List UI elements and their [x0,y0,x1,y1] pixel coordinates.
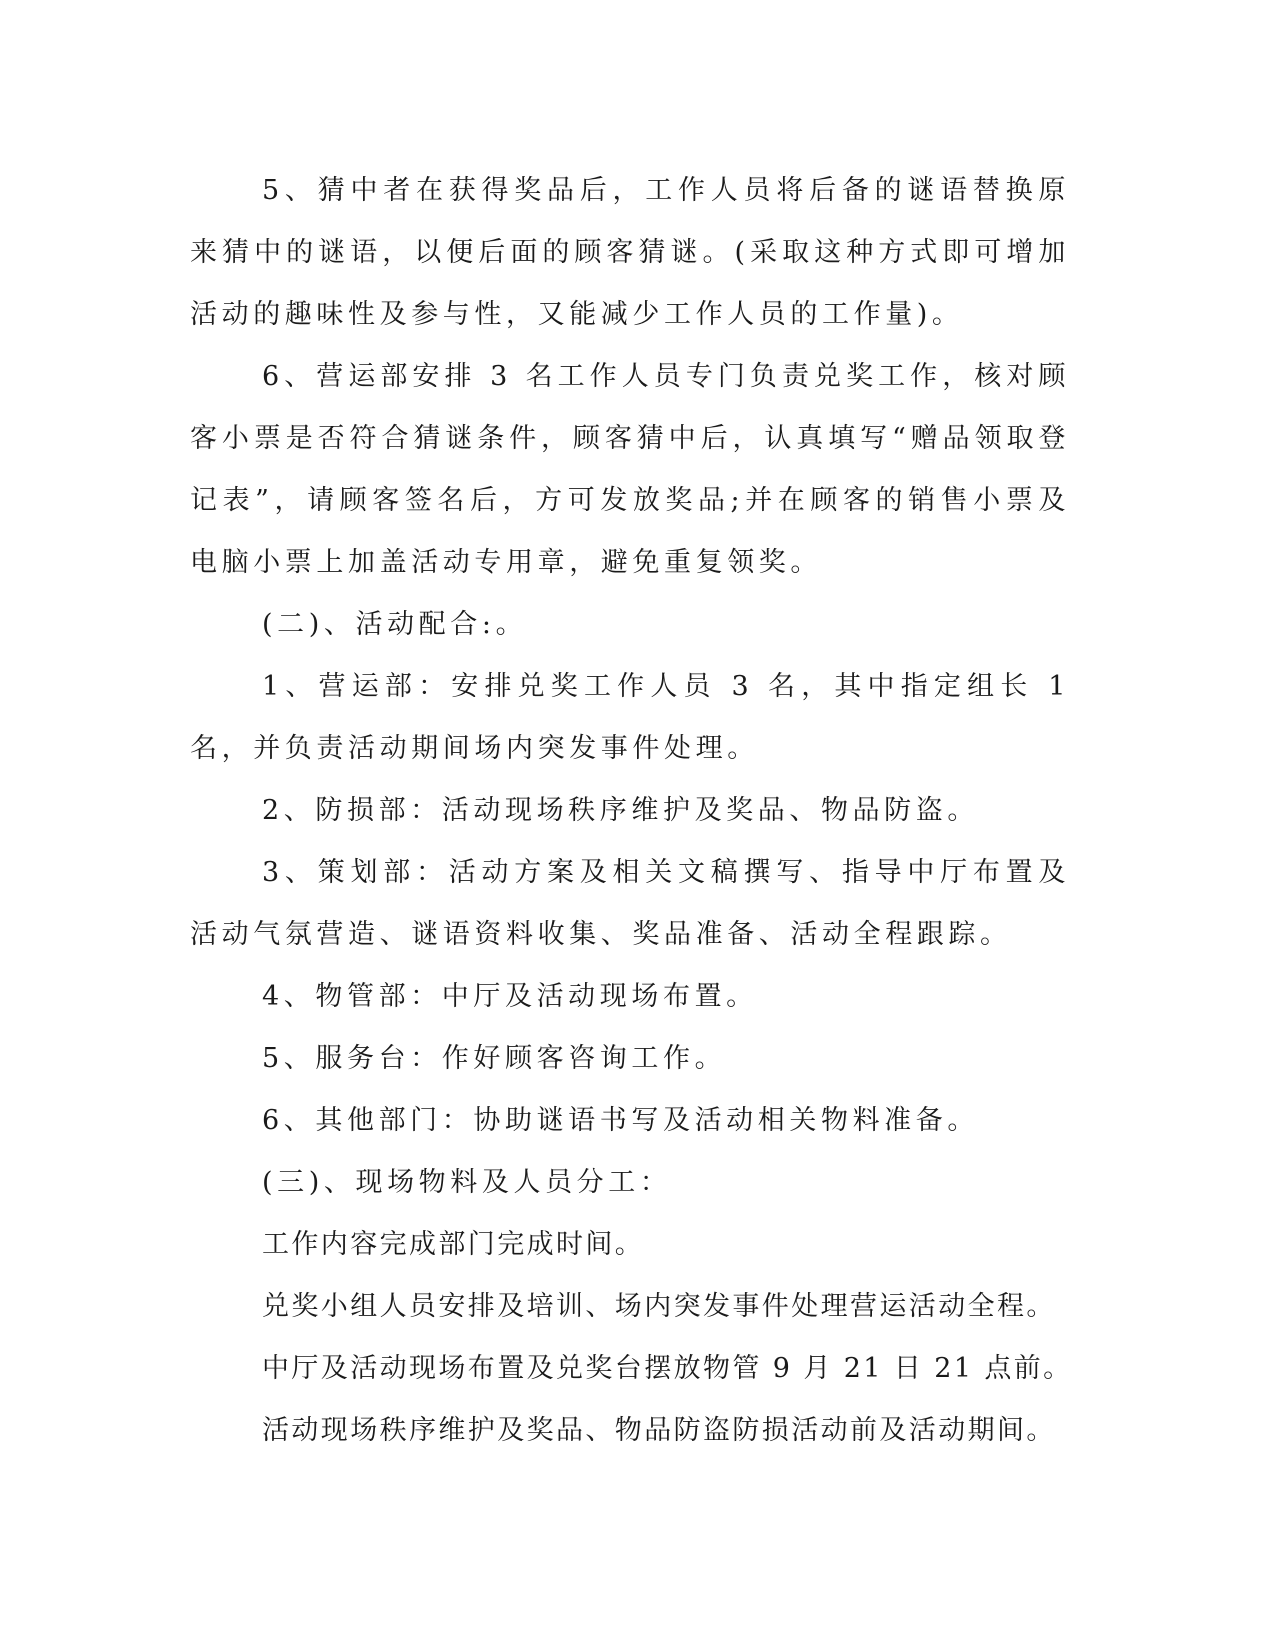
table-row: 兑奖小组人员安排及培训、场内突发事件处理营运活动全程。 [262,1291,1056,1322]
paragraph-redemption-staff: 6、营运部安排 3 名工作人员专门负责兑奖工作，核对顾客小票是否符合猜谜条件，顾客猜中后，认真填写“赠品领取登记表”，请顾客签名后，方可发放奖品;并在顾客的销售小票及电脑小票上加盖活动专用章，避免重复领奖。 [190,361,1070,578]
paragraph-service-desk: 5、服务台：作好顾客咨询工作。 [262,1043,727,1074]
paragraph-loss-prevention-dept: 2、防损部：活动现场秩序维护及奖品、物品防盗。 [262,795,979,826]
paragraph-prize-replacement: 5、猜中者在获得奖品后，工作人员将后备的谜语替换原来猜中的谜语，以便后面的顾客猜谜。(采取这种方式即可增加活动的趣味性及参与性，又能减少工作人员的工作量)。 [190,175,1070,330]
section-heading-cooperation: (二)、活动配合:。 [262,609,528,640]
section-heading-materials: (三)、现场物料及人员分工： [262,1167,672,1198]
table-header-line: 工作内容完成部门完成时间。 [262,1229,645,1260]
paragraph-planning-dept: 3、策划部：活动方案及相关文稿撰写、指导中厅布置及活动气氛营造、谜语资料收集、奖品准备、活动全程跟踪。 [190,857,1070,950]
document-body [190,160,1073,1462]
paragraph-operations-dept: 1、营运部：安排兑奖工作人员 3 名，其中指定组长 1 名，并负责活动期间场内突发事件处理。 [190,671,1070,764]
paragraph-other-depts: 6、其他部门：协助谜语书写及活动相关物料准备。 [262,1105,979,1136]
table-row: 活动现场秩序维护及奖品、物品防盗防损活动前及活动期间。 [262,1415,1056,1446]
paragraph-property-dept: 4、物管部：中厅及活动现场布置。 [262,981,758,1012]
table-row: 中厅及活动现场布置及兑奖台摆放物管 9 月 21 日 21 点前。 [262,1353,1073,1384]
